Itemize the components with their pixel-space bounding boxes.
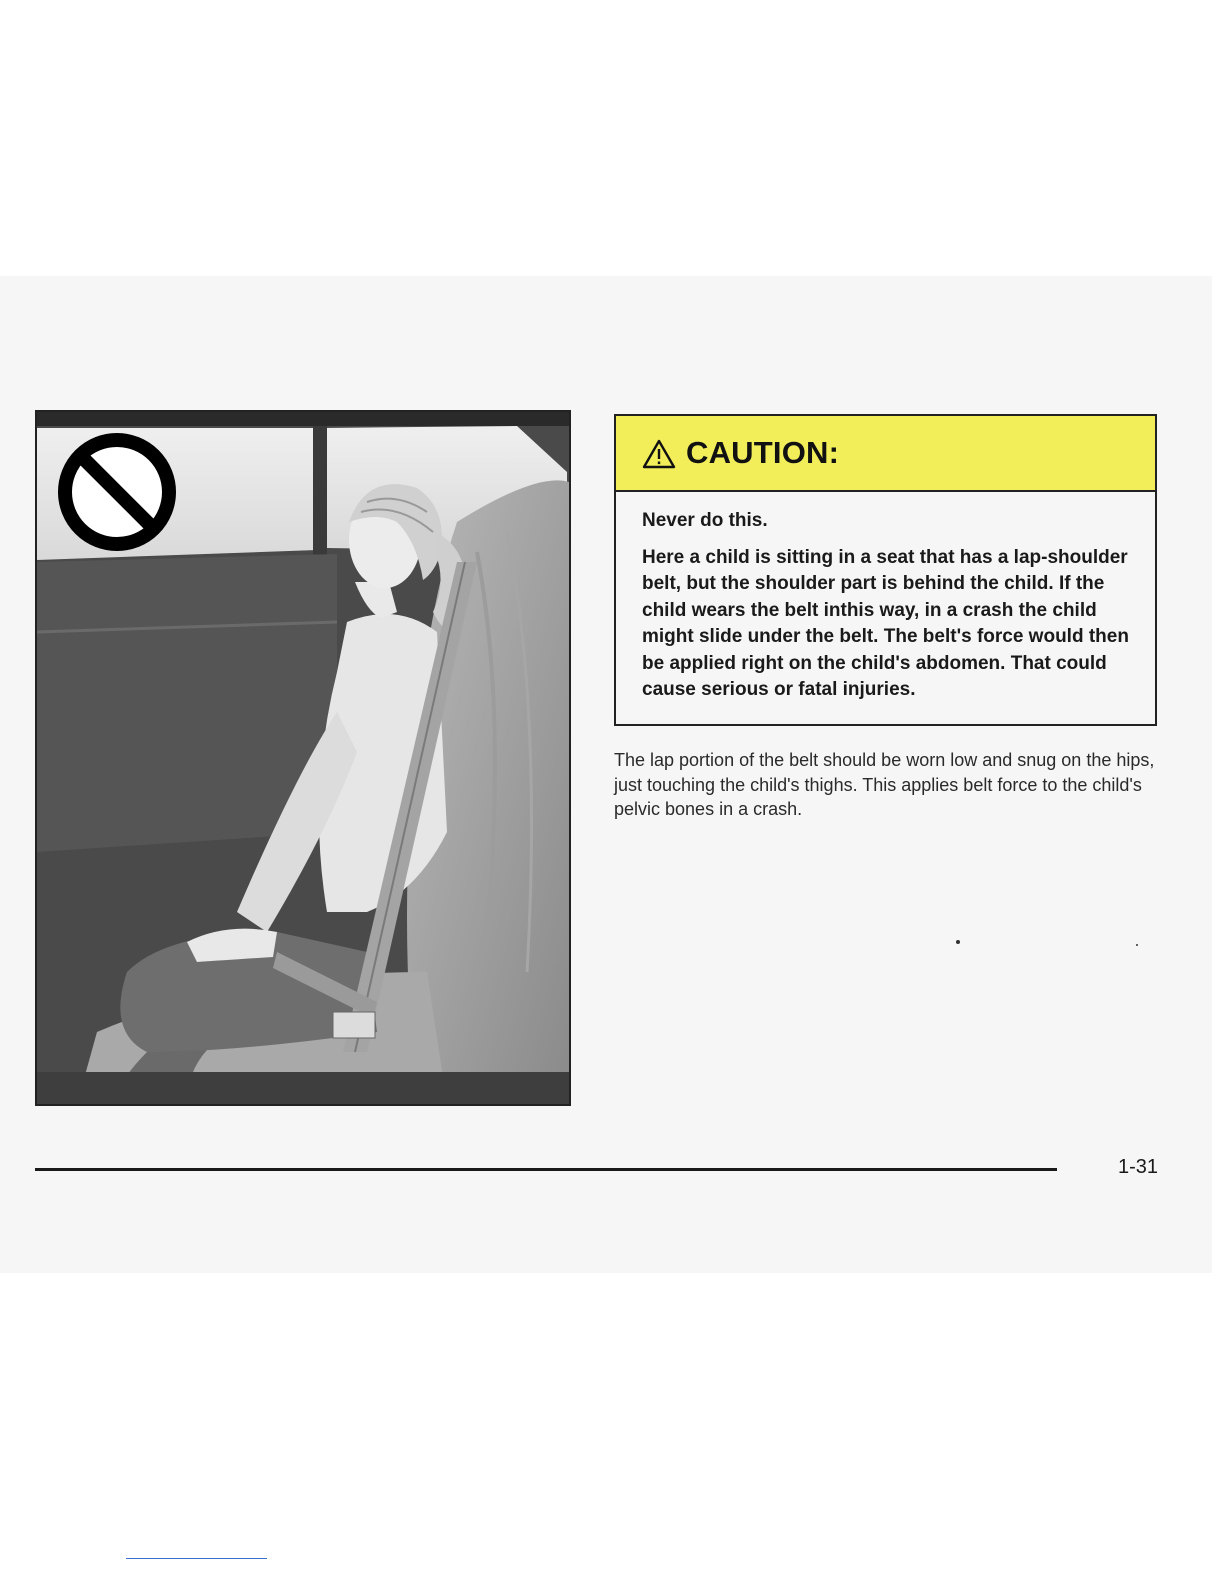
bottom-link-underline xyxy=(126,1558,267,1559)
speck xyxy=(956,940,960,944)
caution-title: CAUTION: xyxy=(686,435,840,470)
manual-page xyxy=(0,276,1212,1273)
no-entry-icon xyxy=(65,440,169,544)
caution-header xyxy=(616,416,1155,492)
body-paragraph: The lap portion of the belt should be worn low and snug on the hips, just touching the child's thighs. This applies belt force to the child's pelvic bones in a crash. xyxy=(614,750,1155,819)
warning-triangle-icon xyxy=(642,439,676,469)
caution-box xyxy=(614,414,1157,726)
illustration-drawing xyxy=(37,412,569,1104)
caution-body xyxy=(616,492,1155,704)
footer-rule xyxy=(35,1168,1057,1171)
speck xyxy=(1136,944,1138,946)
child-seatbelt-illustration xyxy=(35,410,571,1106)
page-number: 1-31 xyxy=(1118,1156,1159,1178)
caution-text: Here a child is sitting in a seat that has a lap-shoulder belt, but the shoulder part is behind the child. If the child wears the belt inthis way, in a crash the child might slide under the belt. The belt's force would then be applied right on the child's abdomen. That could cause serious or fatal injuries. xyxy=(642,546,1129,700)
caution-lead: Never do this. xyxy=(642,510,768,531)
